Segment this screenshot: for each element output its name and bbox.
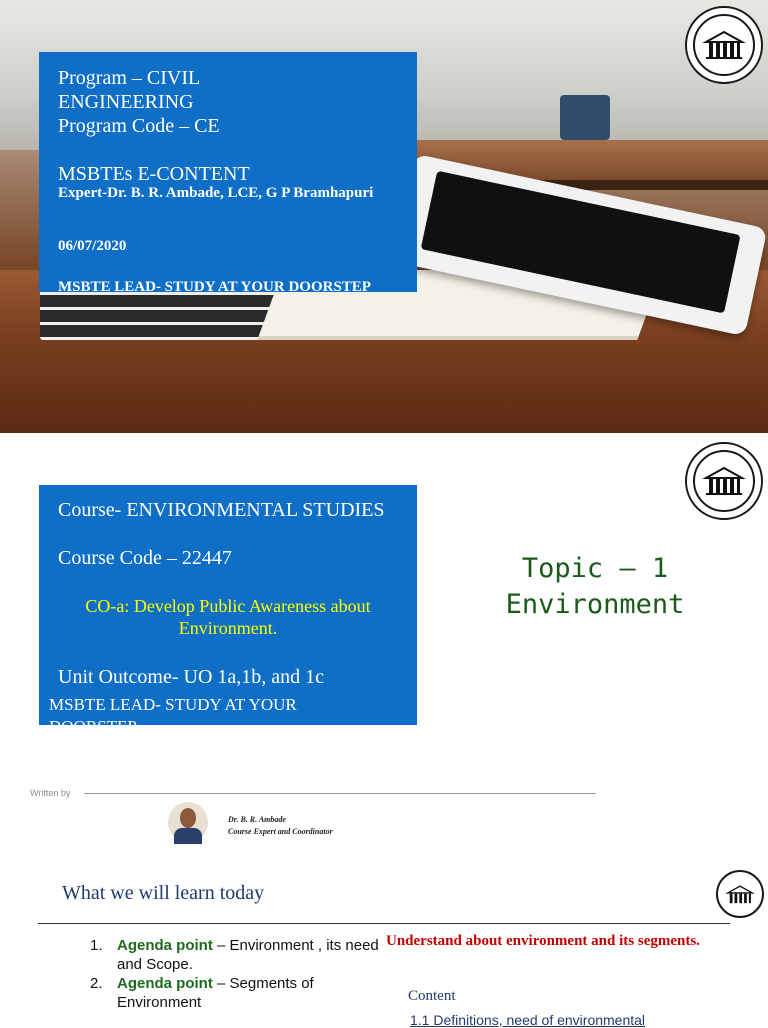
- written-by-label: Written by: [30, 788, 71, 798]
- section-title: What we will learn today: [62, 882, 265, 904]
- list-item: 1. Agenda point – Environment , its need and Scope.: [90, 937, 379, 973]
- topic-number: Topic – 1: [521, 553, 669, 584]
- course-outcome: CO-a: Develop Public Awareness about Environment.: [85, 596, 371, 638]
- content-label: Content: [408, 988, 456, 1004]
- program-info-box: [39, 52, 417, 292]
- course-info-box: [39, 485, 417, 736]
- agenda-list: [90, 936, 380, 1012]
- course-code: Course Code – 22447: [58, 547, 232, 569]
- msbte-seal-icon: [685, 6, 763, 84]
- background-chair: [560, 95, 610, 140]
- agenda-text: – Segments of Environment: [117, 975, 314, 1011]
- program-name: Program – CIVIL ENGINEERING: [58, 67, 200, 113]
- course-name: Course- ENVIRONMENTAL STUDIES: [58, 499, 385, 521]
- program-code: Program Code – CE: [58, 115, 220, 137]
- msbte-lead-tagline: MSBTE LEAD- STUDY AT YOUR DOORSTEP: [49, 695, 297, 736]
- agenda-text: – Environment , its need and Scope.: [117, 937, 379, 973]
- topic-heading: [480, 551, 710, 623]
- unit-outcome: Unit Outcome- UO 1a,1b, and 1c: [58, 666, 325, 688]
- agenda-label: Agenda point: [117, 937, 213, 954]
- author-role: Course Expert and Coordinator: [228, 827, 333, 836]
- author-block: [228, 814, 333, 838]
- title-slide: [0, 0, 768, 433]
- learning-objective: Understand about environment and its segments.: [386, 933, 700, 949]
- agenda-label: Agenda point: [117, 975, 213, 992]
- divider: [84, 793, 596, 794]
- msbte-seal-icon: [685, 442, 763, 520]
- topic-title: Environment: [505, 589, 685, 620]
- divider: [38, 923, 730, 924]
- expert-name: Expert-Dr. B. R. Ambade, LCE, G P Bramhapuri: [58, 185, 374, 201]
- msbte-lead-tagline: MSBTE LEAD- STUDY AT YOUR DOORSTEP: [58, 279, 371, 295]
- author-name: Dr. B. R. Ambade: [228, 815, 286, 824]
- slide-date: 06/07/2020: [58, 238, 127, 254]
- msbte-seal-icon: [716, 870, 764, 918]
- list-item: 2. Agenda point – Segments of Environment: [90, 975, 314, 1011]
- econtent-heading: MSBTEs E-CONTENT: [58, 163, 250, 185]
- avatar: [168, 802, 208, 842]
- content-item: 1.1 Definitions, need of environmental: [410, 1012, 646, 1028]
